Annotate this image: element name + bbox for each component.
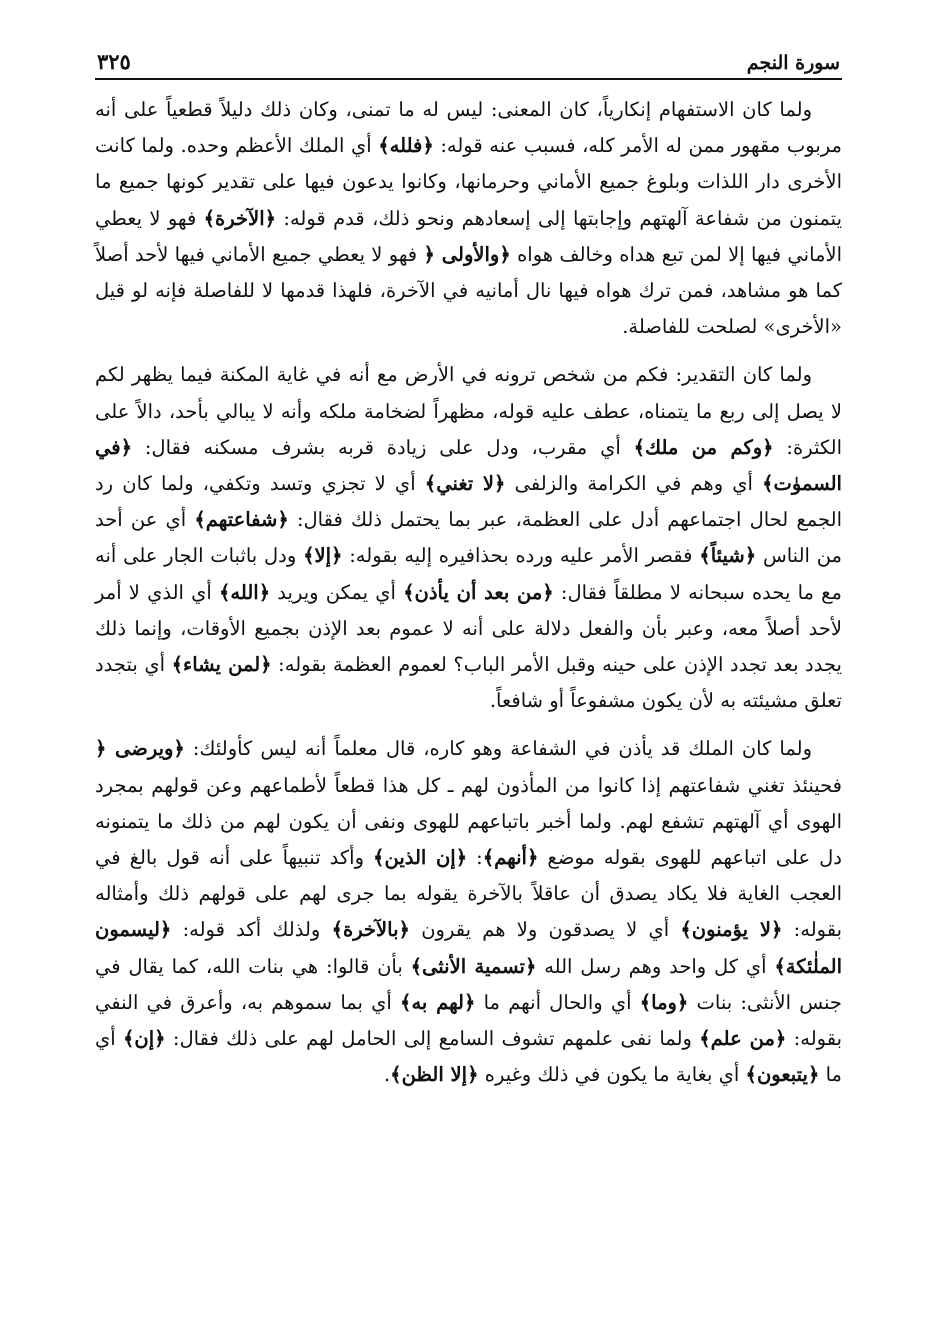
paragraph (95, 731, 842, 1093)
commentary-text: أي لا تجزي وتسد وتكفي، ولما كان رد الجمع لحال اجتماعهم أدل على العظمة، عبر بما يحتمل ذلك فقال: (95, 472, 842, 532)
quran-quote: ﴿فلله﴾ (378, 134, 434, 158)
quran-quote: ﴿الآخرة﴾ (203, 206, 277, 230)
commentary-text: أي بما سموهم به، وأعرق في النفي بقوله: (95, 990, 842, 1051)
commentary-text: فقصر الأمر عليه ورده بحذافيره إليه بقوله: (342, 544, 700, 568)
quran-quote: ﴿وما﴾ (639, 990, 689, 1014)
quran-quote: ﴿ليسمون الملٰئكة﴾ (95, 918, 842, 978)
quran-quote: ﴿ويرضى ﴿ (95, 737, 185, 761)
surah-name: سورة النجم (746, 52, 840, 74)
quran-quote: ﴿الله﴾ (219, 580, 271, 604)
quran-quote: ﴿بالآخرة﴾ (331, 918, 410, 942)
quran-quote: ﴿إلا﴾ (303, 544, 343, 568)
commentary-text: ولما نفى علمهم تشوف السامع إلى الحامل لهم على ذلك فقال: (165, 1027, 700, 1051)
quran-quote: ﴿شيئاً﴾ (699, 544, 757, 568)
quran-quote: ﴿في السموٰت﴾ (95, 435, 842, 496)
commentary-text: فحينئذ تغني شفاعتهم إذا كانوا من المأذون لهم ـ كل هذا قطعاً لأطماعهم وعن قولهم بمجرد الهوى أي آلهتهم تشفع لهم. ولما أخبر باتباعهم للهوى ونفى أن يكون لهم من ذلك ما يتمنونه دل على اتباعهم للهوى بقوله موضع (95, 773, 842, 870)
commentary-text: فهو لا يعطي جميع الأماني فيها لأحد أصلاً كما هو مشاهد، فمن ترك هواه فيها نال أمانيه في الآخرة، فلهذا قدمها لا للفاصلة فإنه لو قيل «الأخرى» لصلحت للفاصلة. (95, 242, 842, 339)
quran-quote: ﴿أنهم﴾ (482, 846, 539, 870)
commentary-text: . (383, 1063, 391, 1087)
page-number: ٣٢٥ (97, 49, 131, 74)
commentary-text: أي وهم في الكرامة والزلفى (505, 472, 763, 496)
quran-quote: ﴿وكم من ملك﴾ (633, 435, 774, 459)
commentary-text: أي يمكن ويريد (270, 580, 404, 604)
commentary-text: أي بغاية ما يكون في ذلك وغيره (478, 1063, 746, 1087)
commentary-text: أي بتجدد تعلق مشيئته به لأن يكون مشفوعاً أو شافعاً. (95, 653, 842, 713)
paragraph (95, 92, 842, 345)
body-text (95, 92, 842, 1093)
commentary-text: ولما كان التقدير: فكم من شخص ترونه في الأرض مع أنه في غاية المكنة فيما يظهر لكم لا يصل إلى ربع ما يتمناه، عطف عليه قوله، مظهراً لضخامة ملكه وأنه لا يبالي بأحد، دالاً على الكثرة: (95, 363, 842, 459)
quran-quote: ﴿إن﴾ (123, 1027, 166, 1051)
quran-quote: ﴿يتبعون﴾ (745, 1063, 820, 1087)
commentary-text: وأكد تنبيهاً على أنه قول بالغ في العجب الغاية فلا يكاد يصدق أن عاقلاً بالآخرة يقوله بما جرى لهم على قولهم ذلك وأمثاله بقوله: (95, 846, 842, 942)
commentary-text: ولذلك أكد قوله: (171, 918, 332, 942)
quran-quote: ﴿إن الذين﴾ (373, 846, 468, 870)
page-header (95, 38, 842, 80)
commentary-text: أي كل واحد وهم رسل الله (536, 954, 775, 978)
quran-quote: ﴿والأولى ﴿ (423, 242, 511, 266)
commentary-text: أي مقرب، ودل على زيادة قربه بشرف مسكنه فقال: (132, 435, 634, 459)
quran-quote: ﴿لا يؤمنون﴾ (680, 918, 783, 942)
quran-quote: ﴿شفاعتهم﴾ (194, 508, 289, 532)
commentary-text: أي الملك الأعظم وحده. ولما كانت الأخرى دار اللذات وبلوغ جميع الأماني وحرمانها، وكانوا يدعون فيها على تقدير كونها جميع ما يتمنون من شفاعة آلهتهم وإجابتها إلى إسعادهم ونحو ذلك، قدم قوله: (95, 134, 842, 230)
commentary-text: أي لا يصدقون ولا هم يقرون (409, 918, 681, 942)
quran-quote: ﴿لمن يشاء﴾ (171, 653, 272, 677)
commentary-text: بأن قالوا: هي بنات الله، كما يقال في جنس الأنثى: بنات (95, 954, 842, 1014)
quran-quote: ﴿من علم﴾ (699, 1027, 787, 1051)
commentary-text: أي والحال أنهم ما (475, 990, 640, 1014)
quran-quote: ﴿من بعد أن يأذن﴾ (403, 580, 554, 604)
paragraph (95, 357, 842, 719)
quran-quote: ﴿تسمية الأنثى﴾ (410, 954, 537, 978)
commentary-text: ودل باثبات الجار على أنه مع ما يحده سبحانه لا مطلقاً فقال: (95, 544, 842, 604)
commentary-text: أي ما (95, 1027, 842, 1087)
commentary-text: : (467, 846, 483, 870)
commentary-text: فهو لا يعطي الأماني فيها إلا لمن تبع هداه وخالف هواه (95, 206, 842, 266)
commentary-text: ولما كان الاستفهام إنكارياً، كان المعنى: ليس له ما تمنى، وكان ذلك دليلاً قطعياً على أنه مربوب مقهور ممن له الأمر كله، فسبب عنه قوله: (95, 98, 842, 158)
quran-quote: ﴿إلا الظن﴾ (390, 1063, 479, 1087)
quran-quote: ﴿لا تغني﴾ (424, 472, 506, 496)
commentary-text: أي عن أحد من الناس (95, 508, 842, 568)
quran-quote: ﴿لهم به﴾ (400, 990, 476, 1014)
commentary-text: ولما كان الملك قد يأذن في الشفاعة وهو كاره، قال معلماً أنه ليس كأولئك: (184, 737, 812, 761)
commentary-text: أي الذي لا أمر لأحد أصلاً معه، وعبر بأن والفعل دلالة على أنه لا عموم بعد الإذن بجميع الأوقات، وإنما ذلك يجدد بعد تجدد الإذن على حينه وقبل الأمر الباب؟ لعموم العظمة بقوله: (95, 580, 842, 677)
